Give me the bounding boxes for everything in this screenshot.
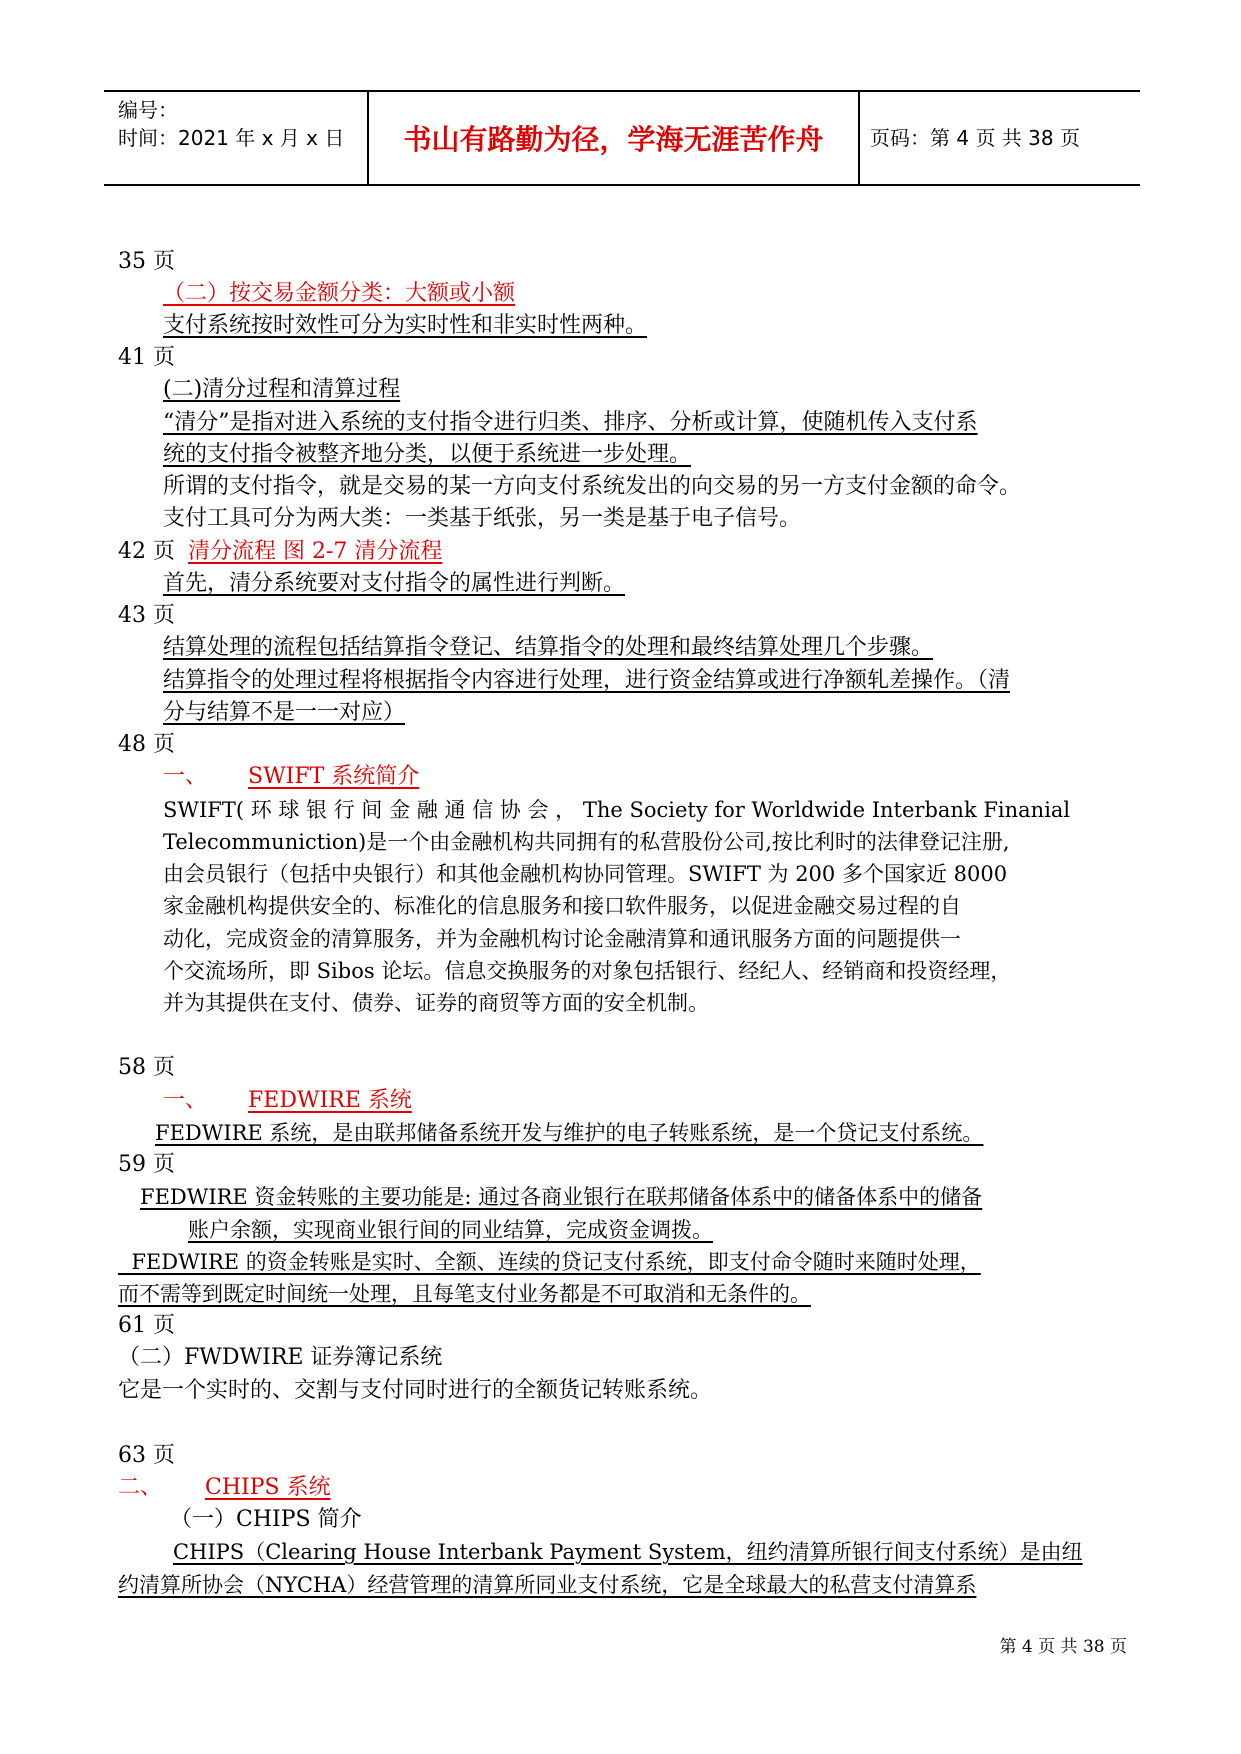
doc-number-label: 编号： <box>118 98 178 122</box>
body-line: “清分”是指对进入系统的支付指令进行归类、排序、分析或计算，使随机传入支付系 <box>163 410 978 435</box>
body-line: 它是一个实时的、交割与支付同时进行的全额货记转账系统。 <box>118 1378 713 1403</box>
section-number: 一、 <box>163 1088 208 1113</box>
section-number: 一、 <box>163 764 208 789</box>
body-line: 家金融机构提供安全的、标准化的信息服务和接口软件服务，以促进金融交易过程的自 <box>163 894 961 918</box>
body-line: 首先，清分系统要对支付指令的属性进行判断。 <box>163 571 626 596</box>
section-heading: FEDWIRE 系统 <box>248 1088 412 1113</box>
body-line: 而不需等到既定时间统一处理，且每笔支付业务都是不可取消和无条件的。 <box>118 1282 811 1306</box>
header-divider <box>858 92 860 184</box>
page-footer: 第 4 页 共 38 页 <box>999 1637 1127 1657</box>
body-line: Telecommuniction)是一个由金融机构共同拥有的私营股份公司,按比利时的法律登记注册, <box>163 830 1010 854</box>
page-ref: 63 页 <box>118 1443 175 1468</box>
header-meta <box>118 96 344 152</box>
section-heading: 清分流程 图 2-7 清分流程 <box>188 539 443 564</box>
body-line: 所谓的支付指令，就是交易的某一方向支付系统发出的向交易的另一方支付金额的命令。 <box>163 474 1022 499</box>
body-line: FEDWIRE 资金转账的主要功能是: 通过各商业银行在联邦储备体系中的储备体系中的储备 <box>140 1185 983 1209</box>
doc-time-label: 时间：2021 年 x 月 x 日 <box>118 126 345 150</box>
body-line: 统的支付指令被整齐地分类，以便于系统进一步处理。 <box>163 442 692 467</box>
body-line: 账户余额，实现商业银行间的同业结算，完成资金调拨。 <box>188 1218 713 1242</box>
page-ref: 35 页 <box>118 249 175 274</box>
section-heading: SWIFT 系统简介 <box>248 764 420 789</box>
body-line: 并为其提供在支付、债券、证券的商贸等方面的安全机制。 <box>163 991 709 1015</box>
section-heading: CHIPS 系统 <box>205 1475 331 1500</box>
body-line: 支付工具可分为两大类：一类基于纸张，另一类是基于电子信号。 <box>163 506 802 531</box>
body-line: SWIFT( 环 球 银 行 间 金 融 通 信 协 会 ， The Society for Worldwide Interbank Finanial <box>163 798 1071 822</box>
section-heading: （二）按交易金额分类：大额或小额 <box>163 281 516 306</box>
body-line: 动化，完成资金的清算服务，并为金融机构讨论金融清算和通讯服务方面的问题提供一 <box>163 927 961 951</box>
page-ref: 48 页 <box>118 732 175 757</box>
body-line: 结算处理的流程包括结算指令登记、结算指令的处理和最终结算处理几个步骤。 <box>163 635 934 660</box>
body-line: FEDWIRE 系统，是由联邦储备系统开发与维护的电子转账系统，是一个贷记支付系统。 <box>155 1121 984 1145</box>
body-line: FEDWIRE 的资金转账是实时、全额、连续的贷记支付系统，即支付命令随时来随时处理， <box>118 1250 981 1274</box>
header-motto: 书山有路勤为径，学海无涯苦作舟 <box>403 123 824 156</box>
page-ref: 59 页 <box>118 1152 175 1177</box>
subsection-heading: （一）CHIPS 简介 <box>170 1507 362 1532</box>
body-line: 支付系统按时效性可分为实时性和非实时性两种。 <box>163 313 648 338</box>
body-line: 约清算所协会（NYCHA）经营管理的清算所同业支付系统，它是全球最大的私营支付清算系 <box>118 1573 977 1597</box>
body-line: 结算指令的处理过程将根据指令内容进行处理，进行资金结算或进行净额轧差操作。（清 <box>163 668 1011 693</box>
page-ref: 58 页 <box>118 1055 175 1080</box>
page-ref: 61 页 <box>118 1313 175 1338</box>
page-ref: 42 页 <box>118 539 175 564</box>
page-ref: 41 页 <box>118 345 175 370</box>
section-heading: (二)清分过程和清算过程 <box>163 377 401 402</box>
body-line: 分与结算不是一一对应） <box>163 700 406 725</box>
page-ref: 43 页 <box>118 603 175 628</box>
body-line: 由会员银行（包括中央银行）和其他金融机构协同管理。SWIFT 为 200 多个国家近 8000 <box>163 862 1008 886</box>
section-number: 二、 <box>118 1475 163 1500</box>
body-line: 个交流场所，即 Sibos 论坛。信息交换服务的对象包括银行、经纪人、经销商和投资经理， <box>163 959 1012 983</box>
body-line: CHIPS（Clearing House Interbank Payment System，纽约清算所银行间支付系统）是由纽 <box>173 1540 1083 1564</box>
section-heading: （二）FWDWIRE 证券簿记系统 <box>118 1345 443 1370</box>
page-header <box>104 90 1140 186</box>
header-page-info: 页码：第 4 页 共 38 页 <box>870 126 1080 150</box>
